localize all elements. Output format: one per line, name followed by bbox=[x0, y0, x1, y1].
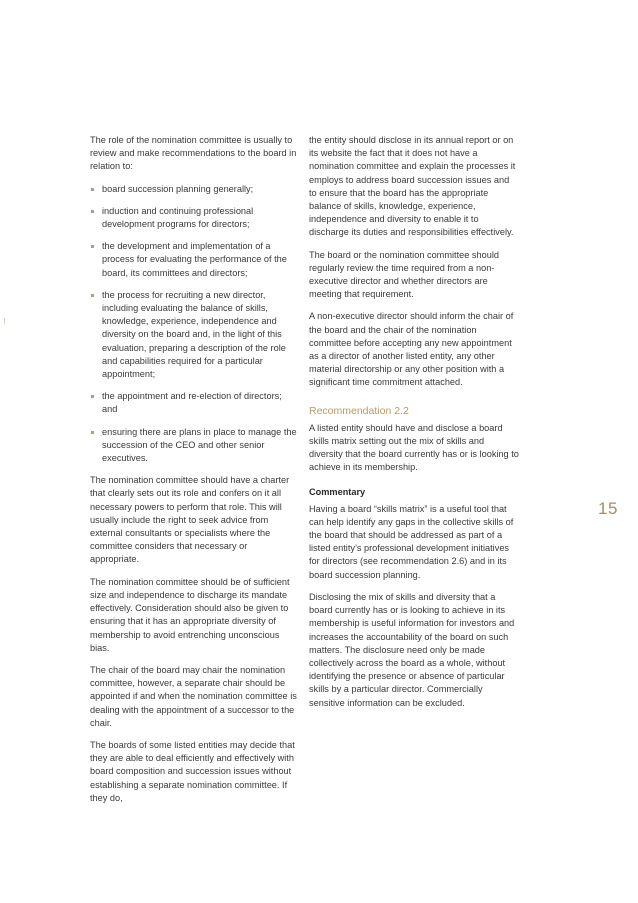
body-paragraph: The board or the nomination committee should regularly review the time required from a non-executive director and whether directors are meeting that requirement. bbox=[309, 249, 499, 300]
body-paragraph: the entity should disclose in its annual report or on its website the fact that it does not have a nomination committee and explain the processes it employs to address board succession issues and to ensure that the board has the appropriate balance of skills, knowledge, experience, independence and diversity to enable it to discharge its duties and responsibilities effectively. bbox=[309, 135, 516, 238]
recommendation-heading: Recommendation 2.2 bbox=[309, 404, 409, 417]
body-paragraph: The nomination committee should be of sufficient size and independence to discharge its mandate effectively. Consideration should also be given to ensuring that it has an appropriate diversity of membership to avoid entrenching unconscious bias. bbox=[90, 576, 290, 653]
body-paragraph: The nomination committee should have a charter that clearly sets out its role and confers on it all necessary powers to perform that role. This will usually include the right to seek advice from external consultants or specialists where the committee considers that necessary or appropriate. bbox=[90, 475, 290, 565]
list-item: ensuring there are plans in place to manage the succession of the CEO and other senior executives. bbox=[90, 426, 298, 466]
body-paragraph: A non-executive director should inform the chair of the board and the chair of the nomination committee before accepting any new appointment as a director of another listed entity, any other material directorship or any other position with a significant time commitment attached. bbox=[309, 311, 514, 388]
list-item: induction and continuing professional development programs for directors; bbox=[90, 205, 298, 231]
list-item: the appointment and re-election of directors; and bbox=[90, 390, 298, 416]
role-bullet-list bbox=[90, 183, 298, 466]
page-number: 15 bbox=[598, 499, 618, 518]
right-column bbox=[309, 134, 519, 719]
list-item: board succession planning generally; bbox=[90, 183, 298, 196]
body-paragraph: The chair of the board may chair the nomination committee, however, a separate chair should be appointed if and when the nomination committee is dealing with the appointment of a successor to the chair. bbox=[90, 664, 297, 728]
recommendation-text: A listed entity should have and disclose a board skills matrix setting out the mix of skills and diversity that the board currently has or is looking to achieve in its membership. bbox=[309, 422, 519, 473]
body-paragraph: Having a board “skills matrix” is a useful tool that can help identify any gaps in the collective skills of the board that should be addressed as part of a listed entity’s professional development initiatives for directors (see recommendation 2.6) and in its board succession planning. bbox=[309, 503, 514, 580]
body-paragraph: Disclosing the mix of skills and diversity that a board currently has or is looking to achieve in its membership is useful information for investors and increases the accountability of the board on such matters. The disclosure need only be made collectively across the board as a whole, without identifying the presence or absence of particular skills by a particular director. Commercially sensitive information can be excluded. bbox=[309, 591, 515, 708]
left-column bbox=[90, 134, 298, 814]
list-item: the development and implementation of a process for evaluating the performance of the board, its committees and directors; bbox=[90, 240, 298, 280]
list-item: the process for recruiting a new director, including evaluating the balance of skills, knowledge, experience, independence and diversity on the board and, in the light of this evaluation, preparing a description of the role and capabilities required for a particular appointment; bbox=[90, 289, 298, 381]
commentary-heading: Commentary bbox=[309, 487, 366, 498]
body-paragraph: The boards of some listed entities may decide that they are able to deal efficiently and effectively with board composition and succession issues without establishing a separate nomination committee. If they do, bbox=[90, 739, 295, 803]
margin-mark bbox=[4, 318, 5, 324]
intro-paragraph: The role of the nomination committee is usually to review and make recommendations to the board in relation to: bbox=[90, 135, 297, 172]
